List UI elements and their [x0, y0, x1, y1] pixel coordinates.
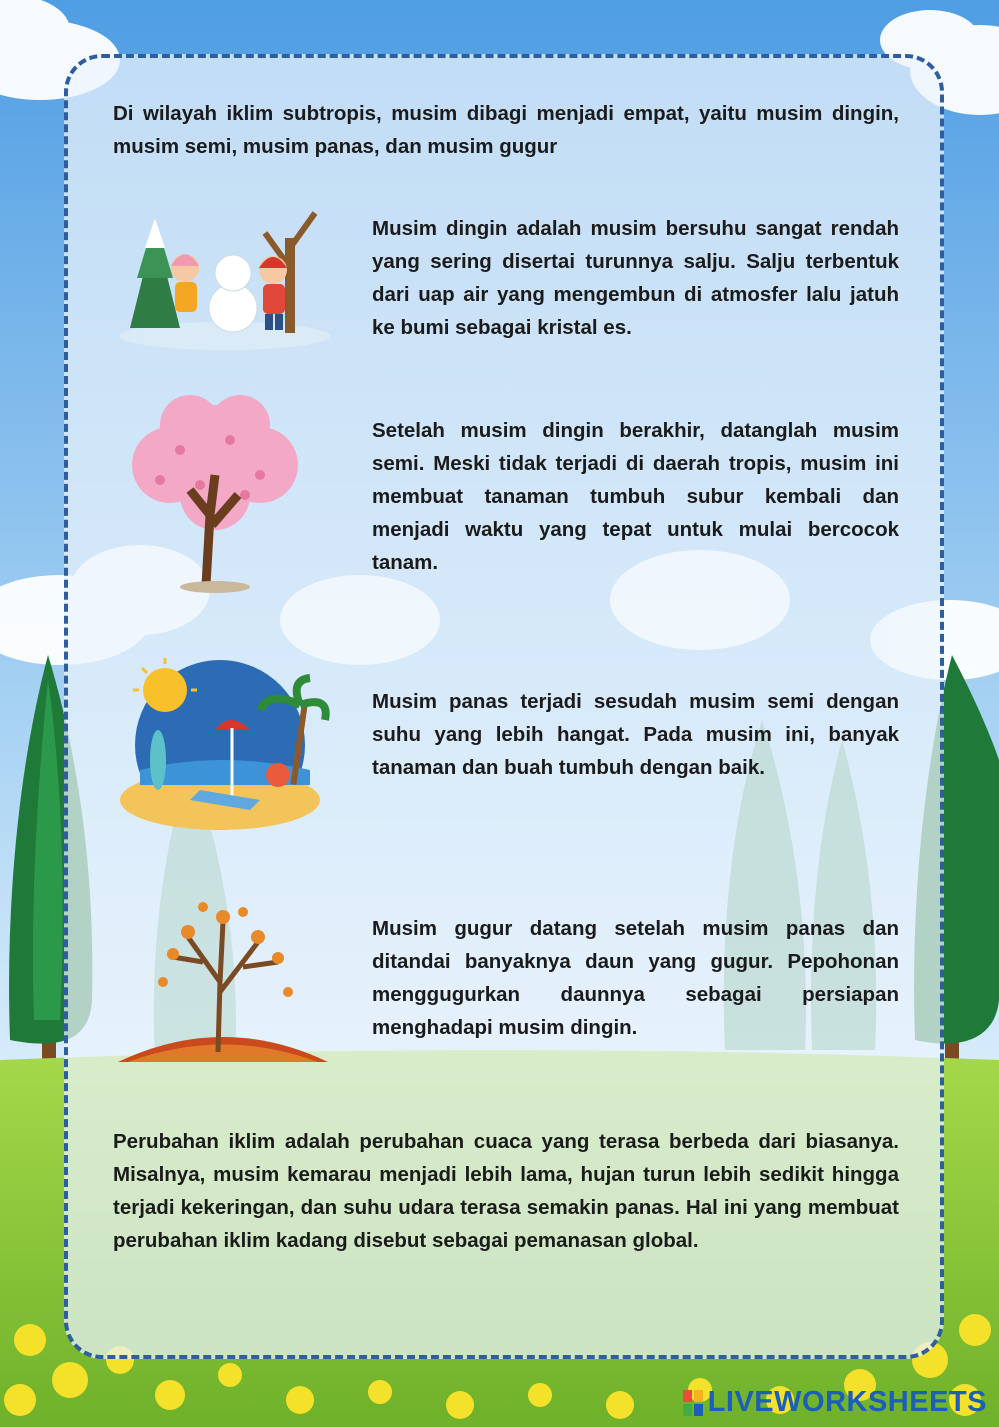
intro-text: Di wilayah iklim subtropis, musim dibagi menjadi empat, yaitu musim dingin, musim semi, musim panas, dan musim gugur — [113, 102, 899, 158]
winter-text: Musim dingin adalah musim bersuhu sangat rendah yang sering disertai turunnya salju. Salju terbentuk dari uap air yang mengembun di atmosfer lalu jatuh ke bumi sebagai kristal es. — [372, 217, 899, 339]
brand-name: LIVEWORKSHEETS — [707, 1386, 987, 1418]
closing-text: Perubahan iklim adalah perubahan cuaca yang terasa berbeda dari biasanya. Misalnya, musim kemarau menjadi lebih lama, hujan turun lebih sedikit hingga terjadi kekeringan, dan suhu udara terasa semakin panas. Hal ini yang membuat perubahan iklim kadang disebut sebagai pemanasan global. — [113, 1130, 899, 1252]
summer-text: Musim panas terjadi sesudah musim semi dengan suhu yang lebih hangat. Pada musim ini, banyak tanaman dan buah tumbuh dengan baik. — [372, 690, 899, 779]
blossom-tree-illustration — [120, 395, 310, 595]
beach-illustration — [120, 650, 330, 830]
spring-text: Setelah musim dingin berakhir, datanglah musim semi. Meski tidak terjadi di daerah tropis, musim ini membuat tanaman tumbuh subur kembali dan menjadi waktu yang tepat untuk mulai bercocok tanam. — [372, 419, 899, 574]
autumn-tree-illustration — [118, 882, 328, 1072]
liveworksheets-icon — [682, 1389, 704, 1417]
snowman-kids-illustration — [115, 188, 335, 353]
liveworksheets-logo — [682, 1386, 987, 1419]
autumn-text: Musim gugur datang setelah musim panas dan ditandai banyaknya daun yang gugur. Pepohonan menggugurkan daunnya sebagai persiapan menghadapi musim dingin. — [372, 917, 899, 1039]
